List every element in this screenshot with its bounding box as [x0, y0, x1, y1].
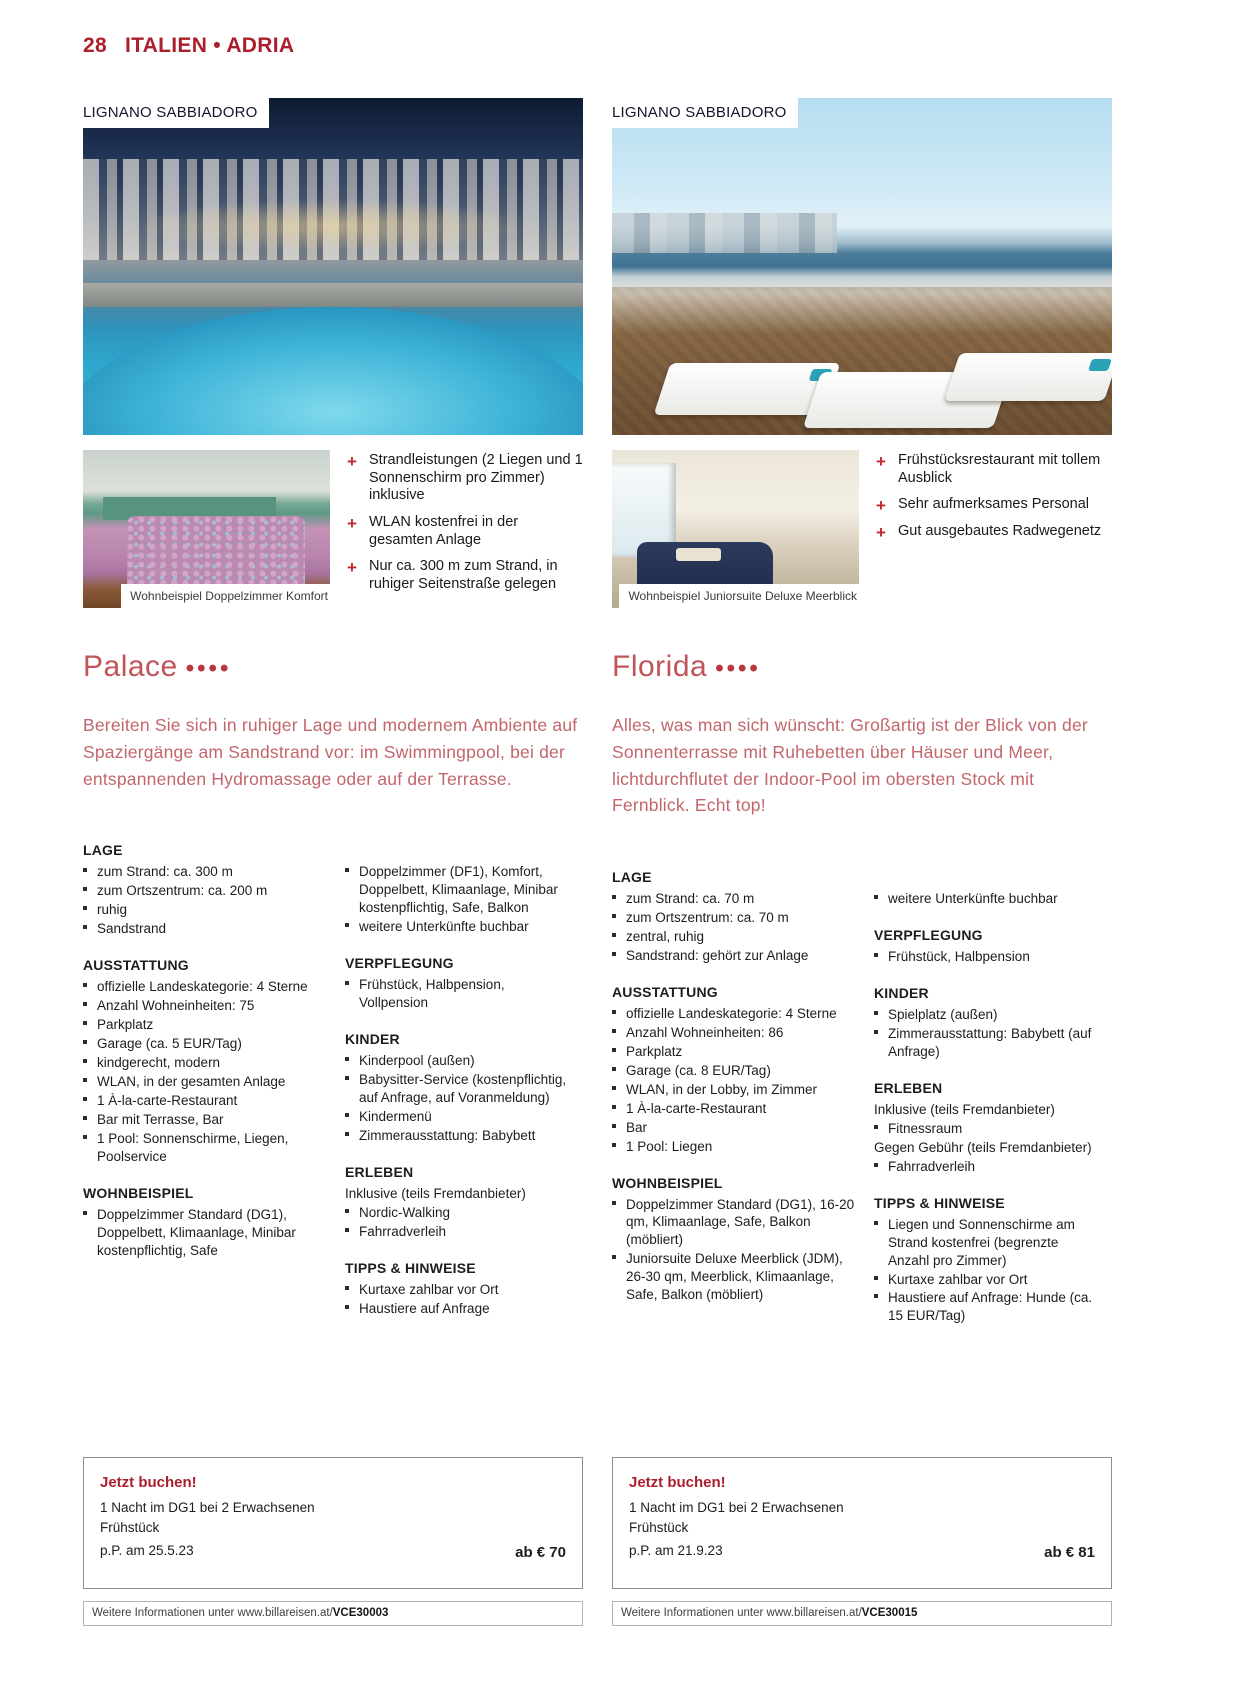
- info-section-heading: VERPFLEGUNG: [345, 955, 454, 972]
- info-item-text: Zimmerausstattung: Babybett: [359, 1127, 536, 1143]
- info-item-text: Kindermenü: [359, 1108, 432, 1124]
- info-column-2: [874, 869, 1112, 1344]
- info-bullet-item: [612, 1005, 860, 1023]
- booking-date-line: p.P. am 21.9.23: [629, 1542, 723, 1558]
- bullet-square-icon: [345, 1281, 359, 1299]
- highlight-text: Nur ca. 300 m zum Strand, in ruhiger Seitenstraße gelegen: [369, 558, 558, 593]
- lounger-graphic: [944, 353, 1112, 401]
- info-section-heading: WOHNBEISPIEL: [83, 1184, 194, 1201]
- bullet-square-icon: [874, 948, 888, 966]
- info-section-heading: AUSSTATTUNG: [83, 957, 189, 974]
- hotel-description: Bereiten Sie sich in ruhiger Lage und modernem Ambiente auf Spaziergänge am Sandstrand vor: im Swimmingpool, bei der entspannenden Hydromassage oder auf der Terrasse.: [83, 715, 578, 789]
- info-item-text: zentral, ruhig: [626, 928, 705, 944]
- info-item-text: ruhig: [97, 902, 128, 918]
- info-column-1: [83, 842, 345, 1336]
- info-section-heading: LAGE: [612, 869, 652, 886]
- bullet-square-icon: [874, 1025, 888, 1061]
- info-section: [874, 1080, 1098, 1176]
- tray-graphic: [676, 548, 720, 561]
- bullet-square-icon: [612, 1081, 626, 1099]
- location-label: LIGNANO SABBIADORO: [612, 98, 798, 128]
- info-item-text: 1 À-la-carte-Restaurant: [626, 1100, 767, 1116]
- bullet-square-icon: [612, 1250, 626, 1304]
- info-bullet-item: [345, 1052, 569, 1070]
- bullet-square-icon: [83, 1130, 97, 1166]
- location-label: LIGNANO SABBIADORO: [83, 98, 269, 128]
- bullet-square-icon: [83, 1035, 97, 1053]
- info-item-text: Garage (ca. 5 EUR/Tag): [97, 1035, 242, 1051]
- info-section-heading: ERLEBEN: [345, 1163, 414, 1180]
- highlight-item: [876, 496, 1112, 514]
- info-bullet-item: [612, 928, 860, 946]
- info-bullet-item: [345, 1127, 569, 1145]
- highlight-text: Gut ausgebautes Radwegenetz: [898, 523, 1102, 540]
- hotel-column-florida: [612, 98, 1112, 1626]
- info-item-text: zum Strand: ca. 70 m: [626, 891, 755, 907]
- info-bullet-item: [83, 1206, 331, 1260]
- info-plain-line: [345, 1185, 569, 1203]
- info-bullet-item: [83, 1054, 331, 1072]
- info-item-text: Anzahl Wohneinheiten: 86: [626, 1024, 784, 1040]
- pool-deck-graphic: [83, 283, 583, 307]
- bullet-square-icon: [612, 909, 626, 927]
- pool-graphic: [83, 307, 583, 435]
- booking-title: Jetzt buchen!: [629, 1474, 726, 1491]
- info-section: [83, 842, 331, 938]
- booking-board-line: Frühstück: [629, 1520, 689, 1536]
- info-bullet-item: [83, 1016, 331, 1034]
- info-section-heading: TIPPS & HINWEISE: [874, 1194, 1005, 1211]
- info-bullet-item: [612, 890, 860, 908]
- info-bullet-item: [874, 1289, 1098, 1325]
- info-section-heading: TIPPS & HINWEISE: [345, 1259, 476, 1276]
- info-item-text: offizielle Landeskategorie: 4 Sterne: [97, 979, 308, 995]
- info-item-text: weitere Unterkünfte buchbar: [888, 891, 1058, 907]
- info-bullet-item: [83, 920, 331, 938]
- info-bullet-item: [874, 1025, 1098, 1061]
- info-item-text: zum Ortszentrum: ca. 70 m: [626, 910, 789, 926]
- info-bullet-item: [874, 1216, 1098, 1270]
- bullet-square-icon: [345, 863, 359, 917]
- info-bullet-item: [874, 1006, 1098, 1024]
- highlight-item: [876, 523, 1112, 541]
- info-bullet-item: [83, 1073, 331, 1091]
- bullet-square-icon: [874, 1216, 888, 1270]
- bullet-square-icon: [612, 1138, 626, 1156]
- info-item-text: Fahrradverleih: [888, 1158, 976, 1174]
- info-item-text: zum Strand: ca. 300 m: [97, 864, 233, 880]
- info-item-text: Inklusive (teils Fremdanbieter): [874, 1101, 1055, 1117]
- info-bullet-item: [612, 909, 860, 927]
- info-bullet-item: [345, 1223, 569, 1241]
- star-rating-dots: ••••: [715, 655, 761, 682]
- hotel-info: [612, 869, 1112, 1344]
- info-section: [345, 955, 569, 1012]
- info-section-heading: VERPFLEGUNG: [874, 927, 983, 944]
- info-item-text: Inklusive (teils Fremdanbieter): [345, 1185, 526, 1201]
- offer-code: VCE30015: [861, 1607, 918, 1619]
- bullet-square-icon: [612, 890, 626, 908]
- photo-highlight-row: [612, 450, 1112, 608]
- info-bullet-item: [83, 863, 331, 881]
- hotel-title-florida: [612, 650, 1112, 684]
- info-bullet-item: [83, 1035, 331, 1053]
- lights-glow-graphic: [133, 199, 533, 253]
- bullet-square-icon: [345, 976, 359, 1012]
- bullet-square-icon: [874, 1271, 888, 1289]
- info-section: [874, 869, 1098, 908]
- info-item-text: Sandstrand: gehört zur Anlage: [626, 947, 809, 963]
- info-plain-line: [874, 1101, 1098, 1119]
- info-item-text: Kurtaxe zahlbar vor Ort: [888, 1271, 1028, 1287]
- highlight-item: [876, 452, 1112, 487]
- bullet-square-icon: [874, 890, 888, 908]
- skyline-graphic: [612, 213, 837, 253]
- highlight-item: [347, 514, 583, 549]
- highlight-text: Sehr aufmerksames Personal: [898, 496, 1089, 513]
- info-bullet-item: [83, 882, 331, 900]
- bullet-square-icon: [83, 1054, 97, 1072]
- footer-text: Weitere Informationen unter www.billareisen.at/: [621, 1607, 862, 1619]
- bullet-square-icon: [345, 1127, 359, 1145]
- bullet-square-icon: [83, 997, 97, 1015]
- info-section: [345, 842, 569, 936]
- info-item-text: Frühstück, Halbpension: [888, 949, 1030, 965]
- info-bullet-item: [345, 1108, 569, 1126]
- info-bullet-item: [345, 1204, 569, 1222]
- hotel-info: [83, 842, 583, 1336]
- plus-icon: +: [347, 514, 357, 534]
- hotel-photo-palace-pool: [83, 98, 583, 435]
- plus-icon: +: [347, 452, 357, 471]
- bullet-square-icon: [83, 863, 97, 881]
- info-item-text: kindgerecht, modern: [97, 1054, 221, 1070]
- photo-highlight-row: [83, 450, 583, 608]
- bullet-square-icon: [83, 882, 97, 900]
- page-header: [0, 0, 1250, 58]
- towel-graphic: [1088, 359, 1112, 371]
- info-item-text: Haustiere auf Anfrage: [359, 1300, 490, 1316]
- hotel-title-palace: [83, 650, 583, 684]
- bullet-square-icon: [612, 928, 626, 946]
- room-caption: Wohnbeispiel Juniorsuite Deluxe Meerblick: [619, 584, 859, 608]
- info-item-text: offizielle Landeskategorie: 4 Sterne: [626, 1005, 837, 1021]
- section-title: ITALIEN • ADRIA: [124, 34, 295, 57]
- info-bullet-item: [83, 901, 331, 919]
- info-bullet-item: [83, 1130, 331, 1166]
- info-bullet-item: [83, 1092, 331, 1110]
- info-section-heading: AUSSTATTUNG: [612, 983, 718, 1000]
- bullet-square-icon: [83, 978, 97, 996]
- highlights-list: [859, 450, 1112, 608]
- plus-icon: +: [876, 452, 886, 471]
- highlight-item: [347, 452, 583, 505]
- booking-box-palace: [83, 1457, 583, 1589]
- bullet-square-icon: [83, 1092, 97, 1110]
- info-bullet-item: [612, 1100, 860, 1118]
- info-item-text: Anzahl Wohneinheiten: 75: [97, 998, 255, 1014]
- info-item-text: Haustiere auf Anfrage: Hunde (ca. 15 EUR/Tag): [888, 1290, 1093, 1324]
- info-section: [874, 985, 1098, 1061]
- info-item-text: weitere Unterkünfte buchbar: [359, 919, 529, 935]
- info-section: [83, 1185, 331, 1260]
- info-item-text: Spielplatz (außen): [888, 1006, 998, 1022]
- info-bullet-item: [612, 1081, 860, 1099]
- room-photo-palace: [83, 450, 330, 608]
- highlight-text: Frühstücksrestaurant mit tollem Ausblick: [898, 452, 1101, 486]
- booking-board-line: Frühstück: [100, 1520, 160, 1536]
- info-item-text: Nordic-Walking: [359, 1204, 451, 1220]
- info-item-text: Frühstück, Halbpension, Vollpension: [359, 977, 505, 1011]
- booking-date-line: p.P. am 25.5.23: [100, 1542, 194, 1558]
- info-section: [874, 1195, 1098, 1326]
- info-item-text: 1 Pool: Sonnenschirme, Liegen, Poolservice: [97, 1130, 289, 1164]
- info-section: [83, 957, 331, 1166]
- bed-graphic: [127, 516, 305, 586]
- info-item-text: Fahrradverleih: [359, 1223, 447, 1239]
- footer-info-palace: [83, 1601, 583, 1626]
- info-column-1: [612, 869, 874, 1344]
- bullet-square-icon: [612, 1119, 626, 1137]
- info-item-text: Doppelzimmer Standard (DG1), Doppelbett, Klimaanlage, Minibar kostenpflichtig, Safe: [97, 1206, 296, 1258]
- info-bullet-item: [874, 1120, 1098, 1138]
- info-item-text: Doppelzimmer (DF1), Komfort, Doppelbett, Klimaanlage, Minibar kostenpflichtig, Safe, Balkon: [359, 864, 558, 916]
- info-item-text: Parkplatz: [626, 1043, 683, 1059]
- page-number: 28: [83, 34, 107, 57]
- info-item-text: 1 Pool: Liegen: [626, 1138, 713, 1154]
- info-item-text: Bar mit Terrasse, Bar: [97, 1111, 224, 1127]
- booking-price: ab € 81: [1044, 1543, 1095, 1561]
- bullet-square-icon: [612, 1005, 626, 1023]
- info-bullet-item: [612, 1024, 860, 1042]
- bullet-square-icon: [345, 1223, 359, 1241]
- bullet-square-icon: [612, 1100, 626, 1118]
- bullet-square-icon: [345, 1052, 359, 1070]
- bullet-square-icon: [874, 1158, 888, 1176]
- info-item-text: 1 À-la-carte-Restaurant: [97, 1092, 238, 1108]
- info-section: [612, 984, 860, 1156]
- info-bullet-item: [874, 1158, 1098, 1176]
- highlights-list: [330, 450, 583, 608]
- bullet-square-icon: [83, 1073, 97, 1091]
- star-rating-dots: ••••: [185, 655, 232, 682]
- info-item-text: Gegen Gebühr (teils Fremdanbieter): [874, 1139, 1092, 1155]
- hotel-description: Alles, was man sich wünscht: Großartig ist der Blick von der Sonnenterrasse mit Ruhebetten über Häuser und Meer, lichtdurchflutet der Indoor-Pool im obersten Stock mit Fernblick. Echt top!: [612, 715, 1088, 816]
- bullet-square-icon: [612, 947, 626, 965]
- highlight-text: Strandleistungen (2 Liegen und 1 Sonnenschirm pro Zimmer) inklusive: [369, 452, 583, 504]
- bullet-square-icon: [345, 1071, 359, 1107]
- info-item-text: Kurtaxe zahlbar vor Ort: [359, 1281, 499, 1297]
- booking-box-florida: [612, 1457, 1112, 1589]
- info-section: [345, 1164, 569, 1241]
- info-bullet-item: [874, 890, 1098, 908]
- info-section: [612, 869, 860, 965]
- info-bullet-item: [874, 1271, 1098, 1289]
- info-bullet-item: [874, 948, 1098, 966]
- info-bullet-item: [83, 978, 331, 996]
- booking-offer-line: 1 Nacht im DG1 bei 2 Erwachsenen: [629, 1500, 844, 1515]
- booking-price: ab € 70: [515, 1543, 566, 1561]
- info-bullet-item: [345, 1300, 569, 1318]
- info-item-text: WLAN, in der Lobby, im Zimmer: [626, 1081, 818, 1097]
- hotel-columns: [0, 98, 1250, 1626]
- info-item-text: Liegen und Sonnenschirme am Strand kostenfrei (begrenzte Anzahl pro Zimmer): [888, 1216, 1075, 1268]
- info-bullet-item: [612, 1138, 860, 1156]
- hotel-name: Palace: [83, 650, 178, 683]
- info-item-text: Zimmerausstattung: Babybett (auf Anfrage): [888, 1025, 1092, 1059]
- footer-info-florida: [612, 1601, 1112, 1626]
- hotel-name: Florida: [612, 650, 708, 683]
- bullet-square-icon: [874, 1120, 888, 1138]
- info-bullet-item: [612, 1250, 860, 1304]
- info-section-heading: KINDER: [874, 984, 929, 1001]
- info-bullet-item: [345, 918, 569, 936]
- info-item-text: Doppelzimmer Standard (DG1), 16-20 qm, Klimaanlage, Safe, Balkon (möbliert): [626, 1196, 855, 1248]
- bullet-square-icon: [83, 1206, 97, 1260]
- offer-code: VCE30003: [332, 1607, 389, 1619]
- plus-icon: +: [876, 496, 886, 516]
- info-section: [612, 1175, 860, 1305]
- bullet-square-icon: [83, 1111, 97, 1129]
- info-section: [874, 927, 1098, 966]
- info-item-text: Parkplatz: [97, 1017, 154, 1033]
- booking-offer-line: 1 Nacht im DG1 bei 2 Erwachsenen: [100, 1500, 315, 1515]
- info-item-text: Kinderpool (außen): [359, 1053, 475, 1069]
- bullet-square-icon: [612, 1196, 626, 1250]
- highlight-text: WLAN kostenfrei in der gesamten Anlage: [369, 514, 519, 548]
- info-bullet-item: [345, 1281, 569, 1299]
- info-bullet-item: [345, 1071, 569, 1107]
- info-section-heading: KINDER: [345, 1031, 400, 1048]
- info-bullet-item: [83, 997, 331, 1015]
- info-item-text: Babysitter-Service (kostenpflichtig, auf Anfrage, auf Voranmeldung): [359, 1071, 567, 1105]
- bullet-square-icon: [612, 1062, 626, 1080]
- info-item-text: Fitnessraum: [888, 1120, 963, 1136]
- info-section: [345, 1031, 569, 1145]
- bullet-square-icon: [345, 1204, 359, 1222]
- bullet-square-icon: [83, 1016, 97, 1034]
- info-item-text: Sandstrand: [97, 921, 167, 937]
- info-item-text: Bar: [626, 1119, 648, 1135]
- bullet-square-icon: [612, 1043, 626, 1061]
- booking-title: Jetzt buchen!: [100, 1474, 197, 1491]
- info-column-2: [345, 842, 583, 1336]
- bullet-square-icon: [83, 920, 97, 938]
- info-item-text: zum Ortszentrum: ca. 200 m: [97, 883, 268, 899]
- info-item-text: Juniorsuite Deluxe Meerblick (JDM), 26-30 qm, Meerblick, Klimaanlage, Safe, Balkon (möbliert): [626, 1251, 843, 1303]
- info-plain-line: [874, 1139, 1098, 1157]
- info-section-heading: LAGE: [83, 842, 123, 859]
- room-photo-florida: [612, 450, 859, 608]
- hotel-column-palace: [83, 98, 583, 1626]
- footer-text: Weitere Informationen unter www.billareisen.at/: [92, 1607, 333, 1619]
- info-bullet-item: [612, 1196, 860, 1250]
- info-bullet-item: [345, 976, 569, 1012]
- bullet-square-icon: [345, 1300, 359, 1318]
- info-bullet-item: [345, 863, 569, 917]
- info-item-text: WLAN, in der gesamten Anlage: [97, 1073, 286, 1089]
- info-bullet-item: [83, 1111, 331, 1129]
- info-section-heading: ERLEBEN: [874, 1079, 943, 1096]
- info-section-heading: WOHNBEISPIEL: [612, 1174, 723, 1191]
- info-bullet-item: [612, 1119, 860, 1137]
- bullet-square-icon: [345, 918, 359, 936]
- info-bullet-item: [612, 1062, 860, 1080]
- bullet-square-icon: [874, 1006, 888, 1024]
- highlight-item: [347, 558, 583, 593]
- info-section: [345, 1260, 569, 1318]
- info-item-text: Garage (ca. 8 EUR/Tag): [626, 1062, 771, 1078]
- bullet-square-icon: [874, 1289, 888, 1325]
- bullet-square-icon: [612, 1024, 626, 1042]
- plus-icon: +: [876, 523, 886, 543]
- hotel-photo-florida-terrace: [612, 98, 1112, 435]
- bullet-square-icon: [345, 1108, 359, 1126]
- room-caption: Wohnbeispiel Doppelzimmer Komfort: [121, 584, 330, 608]
- bullet-square-icon: [83, 901, 97, 919]
- info-bullet-item: [612, 1043, 860, 1061]
- plus-icon: +: [347, 558, 357, 578]
- info-bullet-item: [612, 947, 860, 965]
